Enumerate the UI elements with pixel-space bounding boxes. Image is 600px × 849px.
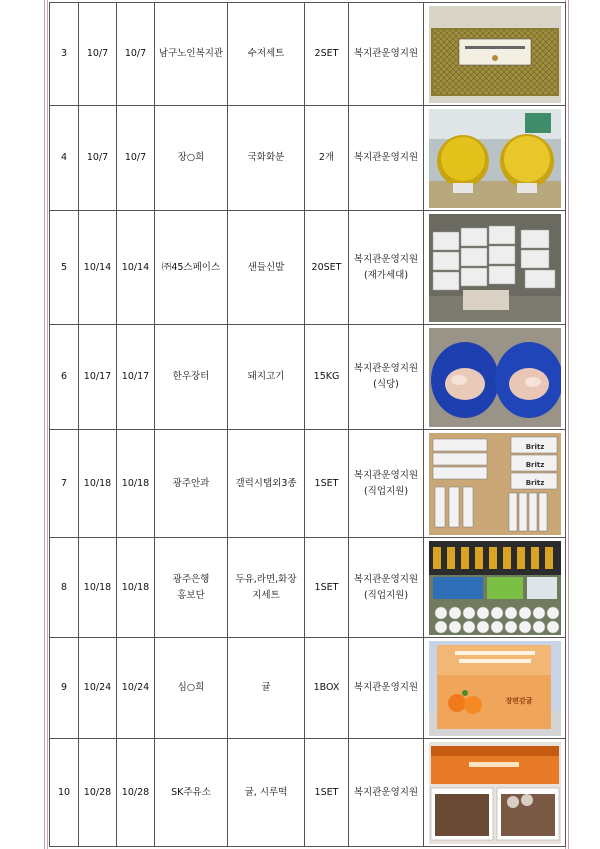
donor-name: 남구노인복지관 xyxy=(155,3,228,106)
receipt-date: 10/18 xyxy=(79,430,117,538)
food-supplies-photo xyxy=(429,541,561,635)
item-name: 돼지고기 xyxy=(228,325,305,430)
usage: 복지관운영지원 (직업지원) xyxy=(349,430,424,538)
distribution-date: 10/18 xyxy=(117,430,155,538)
pork-photo xyxy=(429,328,561,427)
quantity: 1SET xyxy=(305,430,349,538)
row-number: 6 xyxy=(50,325,79,430)
row-number: 5 xyxy=(50,211,79,325)
quantity: 15KG xyxy=(305,325,349,430)
donor-name: ㈜45스페이스 xyxy=(155,211,228,325)
table-row xyxy=(50,638,566,739)
donor-name: 광주안과 xyxy=(155,430,228,538)
table-row xyxy=(50,538,566,638)
page-margin-rule xyxy=(47,0,48,849)
britz-label: Britz xyxy=(525,442,544,451)
row-number: 9 xyxy=(50,638,79,739)
donor-name: 광주은행 홍보단 xyxy=(155,538,228,638)
distribution-date: 10/7 xyxy=(117,3,155,106)
receipt-date: 10/24 xyxy=(79,638,117,739)
usage: 복지관운영지원 (직업지원) xyxy=(349,538,424,638)
item-name: 갤럭시탭외3종 xyxy=(228,430,305,538)
donor-name: SK주유소 xyxy=(155,739,228,847)
donor-name: 심○희 xyxy=(155,638,228,739)
receipt-date: 10/18 xyxy=(79,538,117,638)
donor-name: 한우장터 xyxy=(155,325,228,430)
shoe-boxes-photo xyxy=(429,214,561,322)
item-name: 귤 xyxy=(228,638,305,739)
usage: 복지관운영지원 xyxy=(349,638,424,739)
distribution-date: 10/14 xyxy=(117,211,155,325)
row-number: 8 xyxy=(50,538,79,638)
usage: 복지관운영지원 xyxy=(349,739,424,847)
donation-photo-cell xyxy=(424,430,566,538)
table-row xyxy=(50,106,566,211)
distribution-date: 10/18 xyxy=(117,538,155,638)
receipt-date: 10/14 xyxy=(79,211,117,325)
quantity: 1BOX xyxy=(305,638,349,739)
quantity: 2개 xyxy=(305,106,349,211)
usage: 복지관운영지원 (식당) xyxy=(349,325,424,430)
distribution-date: 10/28 xyxy=(117,739,155,847)
quantity: 20SET xyxy=(305,211,349,325)
donation-photo-cell xyxy=(424,739,566,847)
quantity: 1SET xyxy=(305,739,349,847)
distribution-date: 10/7 xyxy=(117,106,155,211)
receipt-date: 10/28 xyxy=(79,739,117,847)
donation-photo-cell xyxy=(424,3,566,106)
page-margin-rule xyxy=(568,0,569,849)
britz-label: Britz xyxy=(525,460,544,469)
electronics-photo xyxy=(429,433,561,535)
receipt-date: 10/7 xyxy=(79,106,117,211)
item-name: 샌들신발 xyxy=(228,211,305,325)
item-name: 귤, 시루떡 xyxy=(228,739,305,847)
item-name: 수저세트 xyxy=(228,3,305,106)
table-row xyxy=(50,211,566,325)
table-row xyxy=(50,325,566,430)
britz-label: Britz xyxy=(525,478,544,487)
donation-photo-cell xyxy=(424,211,566,325)
usage: 복지관운영지원 (재가세대) xyxy=(349,211,424,325)
receipt-date: 10/17 xyxy=(79,325,117,430)
item-name: 두유,라면,화장 지세트 xyxy=(228,538,305,638)
donation-photo-cell xyxy=(424,106,566,211)
row-number: 7 xyxy=(50,430,79,538)
tangerine-box-photo xyxy=(429,641,561,736)
tangerine-label: 장편감귤 xyxy=(504,696,533,705)
item-name: 국화화분 xyxy=(228,106,305,211)
chrysanthemum-photo xyxy=(429,109,561,208)
quantity: 1SET xyxy=(305,538,349,638)
row-number: 3 xyxy=(50,3,79,106)
donation-table xyxy=(49,2,566,847)
table-row xyxy=(50,3,566,106)
row-number: 10 xyxy=(50,739,79,847)
donation-photo-cell xyxy=(424,638,566,739)
donor-name: 장○희 xyxy=(155,106,228,211)
table-row xyxy=(50,430,566,538)
donation-photo-cell xyxy=(424,325,566,430)
donation-photo-cell xyxy=(424,538,566,638)
row-number: 4 xyxy=(50,106,79,211)
page-margin-rule xyxy=(44,0,45,849)
usage: 복지관운영지원 xyxy=(349,3,424,106)
receipt-date: 10/7 xyxy=(79,3,117,106)
distribution-date: 10/24 xyxy=(117,638,155,739)
usage: 복지관운영지원 xyxy=(349,106,424,211)
tangerine-ricecake-photo xyxy=(429,742,561,844)
chopstick-set-photo xyxy=(429,6,561,103)
table-row xyxy=(50,739,566,847)
quantity: 2SET xyxy=(305,3,349,106)
distribution-date: 10/17 xyxy=(117,325,155,430)
